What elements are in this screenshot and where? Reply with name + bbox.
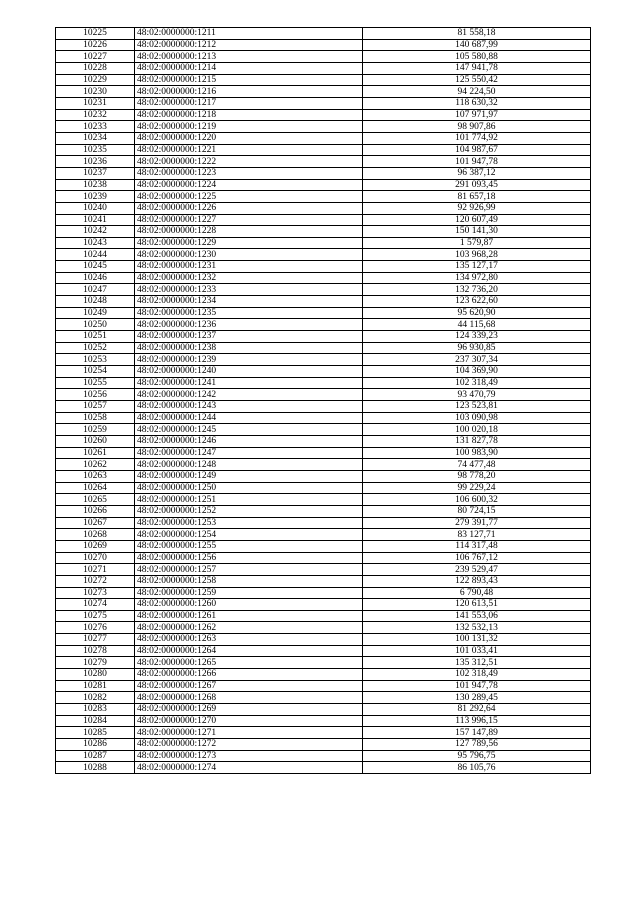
cadastral-value-cell: 106 767,12	[363, 552, 591, 564]
cadastral-value-cell: 6 790,48	[363, 587, 591, 599]
row-number-cell: 10272	[56, 575, 135, 587]
cadastral-number-cell: 48:02:0000000:1222	[135, 156, 363, 168]
table-row	[56, 296, 591, 308]
cadastral-number-cell: 48:02:0000000:1258	[135, 575, 363, 587]
cadastral-number-cell: 48:02:0000000:1215	[135, 74, 363, 86]
cadastral-value-cell: 102 318,49	[363, 377, 591, 389]
row-number-cell: 10233	[56, 121, 135, 133]
table-row	[56, 517, 591, 529]
row-number-cell: 10287	[56, 750, 135, 762]
cadastral-number-cell: 48:02:0000000:1254	[135, 529, 363, 541]
table-row	[56, 121, 591, 133]
cadastral-number-cell: 48:02:0000000:1227	[135, 214, 363, 226]
table-row	[56, 704, 591, 716]
table-row	[56, 739, 591, 751]
row-number-cell: 10283	[56, 704, 135, 716]
cadastral-value-cell: 86 105,76	[363, 762, 591, 774]
row-number-cell: 10226	[56, 39, 135, 51]
row-number-cell: 10230	[56, 86, 135, 98]
cadastral-value-cell: 104 369,90	[363, 366, 591, 378]
row-number-cell: 10274	[56, 599, 135, 611]
cadastral-number-cell: 48:02:0000000:1268	[135, 692, 363, 704]
table-row	[56, 366, 591, 378]
cadastral-number-cell: 48:02:0000000:1253	[135, 517, 363, 529]
cadastral-value-cell: 135 127,17	[363, 261, 591, 273]
cadastral-number-cell: 48:02:0000000:1249	[135, 470, 363, 482]
cadastral-number-cell: 48:02:0000000:1260	[135, 599, 363, 611]
row-number-cell: 10268	[56, 529, 135, 541]
cadastral-number-cell: 48:02:0000000:1213	[135, 51, 363, 63]
row-number-cell: 10281	[56, 680, 135, 692]
cadastral-number-cell: 48:02:0000000:1248	[135, 459, 363, 471]
cadastral-number-cell: 48:02:0000000:1223	[135, 167, 363, 179]
cadastral-value-cell: 101 774,92	[363, 132, 591, 144]
table-row	[56, 505, 591, 517]
cadastral-value-cell: 239 529,47	[363, 564, 591, 576]
cadastral-value-cell: 95 620,90	[363, 307, 591, 319]
cadastral-number-cell: 48:02:0000000:1235	[135, 307, 363, 319]
cadastral-value-cell: 81 292,64	[363, 704, 591, 716]
row-number-cell: 10253	[56, 354, 135, 366]
cadastral-value-cell: 131 827,78	[363, 435, 591, 447]
cadastral-value-cell: 98 907,86	[363, 121, 591, 133]
cadastral-number-cell: 48:02:0000000:1211	[135, 28, 363, 40]
cadastral-number-cell: 48:02:0000000:1236	[135, 319, 363, 331]
table-row	[56, 762, 591, 774]
cadastral-value-cell: 104 987,67	[363, 144, 591, 156]
cadastral-number-cell: 48:02:0000000:1228	[135, 226, 363, 238]
cadastral-number-cell: 48:02:0000000:1217	[135, 97, 363, 109]
cadastral-value-cell: 140 687,99	[363, 39, 591, 51]
row-number-cell: 10229	[56, 74, 135, 86]
cadastral-value-cell: 93 470,79	[363, 389, 591, 401]
cadastral-number-cell: 48:02:0000000:1237	[135, 331, 363, 343]
table-row	[56, 424, 591, 436]
cadastral-number-cell: 48:02:0000000:1272	[135, 739, 363, 751]
row-number-cell: 10280	[56, 669, 135, 681]
row-number-cell: 10269	[56, 540, 135, 552]
row-number-cell: 10257	[56, 401, 135, 413]
cadastral-value-cell: 120 613,51	[363, 599, 591, 611]
cadastral-number-cell: 48:02:0000000:1239	[135, 354, 363, 366]
row-number-cell: 10282	[56, 692, 135, 704]
table-row	[56, 74, 591, 86]
table-row	[56, 680, 591, 692]
row-number-cell: 10273	[56, 587, 135, 599]
table-row	[56, 191, 591, 203]
cadastral-value-cell: 44 115,68	[363, 319, 591, 331]
table-row	[56, 202, 591, 214]
table-row	[56, 622, 591, 634]
row-number-cell: 10241	[56, 214, 135, 226]
row-number-cell: 10256	[56, 389, 135, 401]
cadastral-value-cell: 114 317,48	[363, 540, 591, 552]
cadastral-number-cell: 48:02:0000000:1257	[135, 564, 363, 576]
cadastral-number-cell: 48:02:0000000:1226	[135, 202, 363, 214]
row-number-cell: 10262	[56, 459, 135, 471]
cadastral-number-cell: 48:02:0000000:1256	[135, 552, 363, 564]
row-number-cell: 10261	[56, 447, 135, 459]
cadastral-number-cell: 48:02:0000000:1261	[135, 610, 363, 622]
cadastral-value-cell: 1 579,87	[363, 237, 591, 249]
row-number-cell: 10286	[56, 739, 135, 751]
cadastral-value-cell: 118 630,32	[363, 97, 591, 109]
row-number-cell: 10252	[56, 342, 135, 354]
table-row	[56, 692, 591, 704]
cadastral-value-cell: 83 127,71	[363, 529, 591, 541]
row-number-cell: 10240	[56, 202, 135, 214]
cadastral-number-cell: 48:02:0000000:1244	[135, 412, 363, 424]
table-row	[56, 587, 591, 599]
table-row	[56, 167, 591, 179]
table-row	[56, 552, 591, 564]
table-row	[56, 62, 591, 74]
cadastral-value-cell: 81 558,18	[363, 28, 591, 40]
cadastral-number-cell: 48:02:0000000:1246	[135, 435, 363, 447]
table-row	[56, 610, 591, 622]
cadastral-value-cell: 101 947,78	[363, 680, 591, 692]
cadastral-number-cell: 48:02:0000000:1224	[135, 179, 363, 191]
table-row	[56, 470, 591, 482]
cadastral-value-cell: 150 141,30	[363, 226, 591, 238]
cadastral-number-cell: 48:02:0000000:1242	[135, 389, 363, 401]
cadastral-value-cell: 94 224,50	[363, 86, 591, 98]
cadastral-number-cell: 48:02:0000000:1221	[135, 144, 363, 156]
cadastral-number-cell: 48:02:0000000:1266	[135, 669, 363, 681]
cadastral-value-table	[55, 27, 591, 774]
table-row	[56, 28, 591, 40]
cadastral-number-cell: 48:02:0000000:1234	[135, 296, 363, 308]
cadastral-value-cell: 99 229,24	[363, 482, 591, 494]
row-number-cell: 10270	[56, 552, 135, 564]
cadastral-value-cell: 130 289,45	[363, 692, 591, 704]
cadastral-number-cell: 48:02:0000000:1225	[135, 191, 363, 203]
table-row	[56, 634, 591, 646]
table-row	[56, 214, 591, 226]
cadastral-value-cell: 147 941,78	[363, 62, 591, 74]
table-row	[56, 249, 591, 261]
table-row	[56, 284, 591, 296]
table-row	[56, 39, 591, 51]
cadastral-value-cell: 132 532,13	[363, 622, 591, 634]
cadastral-number-cell: 48:02:0000000:1259	[135, 587, 363, 599]
row-number-cell: 10234	[56, 132, 135, 144]
cadastral-value-cell: 135 312,51	[363, 657, 591, 669]
cadastral-number-cell: 48:02:0000000:1214	[135, 62, 363, 74]
table-row	[56, 51, 591, 63]
cadastral-value-cell: 134 972,80	[363, 272, 591, 284]
cadastral-number-cell: 48:02:0000000:1274	[135, 762, 363, 774]
cadastral-number-cell: 48:02:0000000:1245	[135, 424, 363, 436]
table-row	[56, 727, 591, 739]
table-row	[56, 645, 591, 657]
cadastral-value-cell: 98 778,20	[363, 470, 591, 482]
row-number-cell: 10238	[56, 179, 135, 191]
cadastral-value-cell: 125 550,42	[363, 74, 591, 86]
cadastral-value-cell: 123 622,60	[363, 296, 591, 308]
row-number-cell: 10265	[56, 494, 135, 506]
cadastral-number-cell: 48:02:0000000:1212	[135, 39, 363, 51]
row-number-cell: 10259	[56, 424, 135, 436]
table-row	[56, 272, 591, 284]
cadastral-value-cell: 123 523,81	[363, 401, 591, 413]
row-number-cell: 10258	[56, 412, 135, 424]
cadastral-value-cell: 100 983,90	[363, 447, 591, 459]
row-number-cell: 10246	[56, 272, 135, 284]
cadastral-value-cell: 100 131,32	[363, 634, 591, 646]
table-row	[56, 389, 591, 401]
table-row	[56, 529, 591, 541]
cadastral-number-cell: 48:02:0000000:1216	[135, 86, 363, 98]
cadastral-number-cell: 48:02:0000000:1271	[135, 727, 363, 739]
row-number-cell: 10277	[56, 634, 135, 646]
cadastral-value-cell: 107 971,97	[363, 109, 591, 121]
cadastral-number-cell: 48:02:0000000:1264	[135, 645, 363, 657]
row-number-cell: 10251	[56, 331, 135, 343]
cadastral-number-cell: 48:02:0000000:1270	[135, 715, 363, 727]
cadastral-number-cell: 48:02:0000000:1232	[135, 272, 363, 284]
table-row	[56, 237, 591, 249]
row-number-cell: 10284	[56, 715, 135, 727]
cadastral-value-cell: 101 033,41	[363, 645, 591, 657]
table-row	[56, 435, 591, 447]
table-row	[56, 564, 591, 576]
cadastral-number-cell: 48:02:0000000:1219	[135, 121, 363, 133]
row-number-cell: 10279	[56, 657, 135, 669]
cadastral-value-cell: 92 926,99	[363, 202, 591, 214]
row-number-cell: 10235	[56, 144, 135, 156]
row-number-cell: 10243	[56, 237, 135, 249]
cadastral-number-cell: 48:02:0000000:1265	[135, 657, 363, 669]
row-number-cell: 10250	[56, 319, 135, 331]
cadastral-value-cell: 157 147,89	[363, 727, 591, 739]
cadastral-value-cell: 237 307,34	[363, 354, 591, 366]
row-number-cell: 10271	[56, 564, 135, 576]
cadastral-value-cell: 105 580,88	[363, 51, 591, 63]
cadastral-value-cell: 80 724,15	[363, 505, 591, 517]
row-number-cell: 10248	[56, 296, 135, 308]
row-number-cell: 10263	[56, 470, 135, 482]
table-row	[56, 226, 591, 238]
cadastral-number-cell: 48:02:0000000:1229	[135, 237, 363, 249]
row-number-cell: 10254	[56, 366, 135, 378]
cadastral-number-cell: 48:02:0000000:1218	[135, 109, 363, 121]
cadastral-number-cell: 48:02:0000000:1241	[135, 377, 363, 389]
table-row	[56, 377, 591, 389]
cadastral-value-cell: 106 600,32	[363, 494, 591, 506]
row-number-cell: 10242	[56, 226, 135, 238]
table-row	[56, 494, 591, 506]
cadastral-value-cell: 120 607,49	[363, 214, 591, 226]
cadastral-number-cell: 48:02:0000000:1251	[135, 494, 363, 506]
table-row	[56, 144, 591, 156]
table-row	[56, 156, 591, 168]
cadastral-value-cell: 101 947,78	[363, 156, 591, 168]
cadastral-number-cell: 48:02:0000000:1233	[135, 284, 363, 296]
cadastral-number-cell: 48:02:0000000:1263	[135, 634, 363, 646]
cadastral-number-cell: 48:02:0000000:1243	[135, 401, 363, 413]
table-row	[56, 750, 591, 762]
row-number-cell: 10275	[56, 610, 135, 622]
cadastral-value-cell: 291 093,45	[363, 179, 591, 191]
table-row	[56, 412, 591, 424]
row-number-cell: 10228	[56, 62, 135, 74]
table-row	[56, 86, 591, 98]
table-body	[56, 28, 591, 774]
table-row	[56, 599, 591, 611]
cadastral-value-cell: 103 090,98	[363, 412, 591, 424]
table-row	[56, 342, 591, 354]
row-number-cell: 10285	[56, 727, 135, 739]
cadastral-number-cell: 48:02:0000000:1262	[135, 622, 363, 634]
row-number-cell: 10247	[56, 284, 135, 296]
cadastral-value-cell: 103 968,28	[363, 249, 591, 261]
row-number-cell: 10225	[56, 28, 135, 40]
row-number-cell: 10278	[56, 645, 135, 657]
cadastral-number-cell: 48:02:0000000:1250	[135, 482, 363, 494]
cadastral-number-cell: 48:02:0000000:1255	[135, 540, 363, 552]
cadastral-value-cell: 132 736,20	[363, 284, 591, 296]
cadastral-number-cell: 48:02:0000000:1247	[135, 447, 363, 459]
table-row	[56, 575, 591, 587]
table-row	[56, 669, 591, 681]
table-row	[56, 354, 591, 366]
cadastral-value-cell: 124 339,23	[363, 331, 591, 343]
row-number-cell: 10237	[56, 167, 135, 179]
cadastral-value-cell: 113 996,15	[363, 715, 591, 727]
table-row	[56, 331, 591, 343]
cadastral-number-cell: 48:02:0000000:1230	[135, 249, 363, 261]
row-number-cell: 10236	[56, 156, 135, 168]
cadastral-value-cell: 100 020,18	[363, 424, 591, 436]
table-row	[56, 109, 591, 121]
table-row	[56, 540, 591, 552]
cadastral-value-cell: 127 789,56	[363, 739, 591, 751]
cadastral-number-cell: 48:02:0000000:1238	[135, 342, 363, 354]
row-number-cell: 10244	[56, 249, 135, 261]
table-row	[56, 657, 591, 669]
table-row	[56, 179, 591, 191]
cadastral-value-cell: 102 318,49	[363, 669, 591, 681]
cadastral-value-cell: 96 387,12	[363, 167, 591, 179]
cadastral-value-cell: 74 477,48	[363, 459, 591, 471]
cadastral-number-cell: 48:02:0000000:1220	[135, 132, 363, 144]
cadastral-value-cell: 96 930,85	[363, 342, 591, 354]
row-number-cell: 10260	[56, 435, 135, 447]
row-number-cell: 10249	[56, 307, 135, 319]
cadastral-value-cell: 81 657,18	[363, 191, 591, 203]
row-number-cell: 10245	[56, 261, 135, 273]
row-number-cell: 10264	[56, 482, 135, 494]
cadastral-value-cell: 122 893,43	[363, 575, 591, 587]
table-row	[56, 401, 591, 413]
cadastral-value-cell: 95 796,75	[363, 750, 591, 762]
table-row	[56, 482, 591, 494]
row-number-cell: 10267	[56, 517, 135, 529]
row-number-cell: 10231	[56, 97, 135, 109]
cadastral-number-cell: 48:02:0000000:1267	[135, 680, 363, 692]
row-number-cell: 10255	[56, 377, 135, 389]
table-row	[56, 307, 591, 319]
cadastral-value-cell: 279 391,77	[363, 517, 591, 529]
row-number-cell: 10232	[56, 109, 135, 121]
row-number-cell: 10266	[56, 505, 135, 517]
table-row	[56, 261, 591, 273]
table-row	[56, 459, 591, 471]
table-row	[56, 132, 591, 144]
row-number-cell: 10239	[56, 191, 135, 203]
cadastral-number-cell: 48:02:0000000:1240	[135, 366, 363, 378]
cadastral-number-cell: 48:02:0000000:1269	[135, 704, 363, 716]
row-number-cell: 10227	[56, 51, 135, 63]
table-row	[56, 97, 591, 109]
row-number-cell: 10288	[56, 762, 135, 774]
row-number-cell: 10276	[56, 622, 135, 634]
cadastral-number-cell: 48:02:0000000:1231	[135, 261, 363, 273]
cadastral-number-cell: 48:02:0000000:1273	[135, 750, 363, 762]
table-row	[56, 319, 591, 331]
cadastral-number-cell: 48:02:0000000:1252	[135, 505, 363, 517]
cadastral-value-cell: 141 553,06	[363, 610, 591, 622]
table-row	[56, 715, 591, 727]
table-row	[56, 447, 591, 459]
